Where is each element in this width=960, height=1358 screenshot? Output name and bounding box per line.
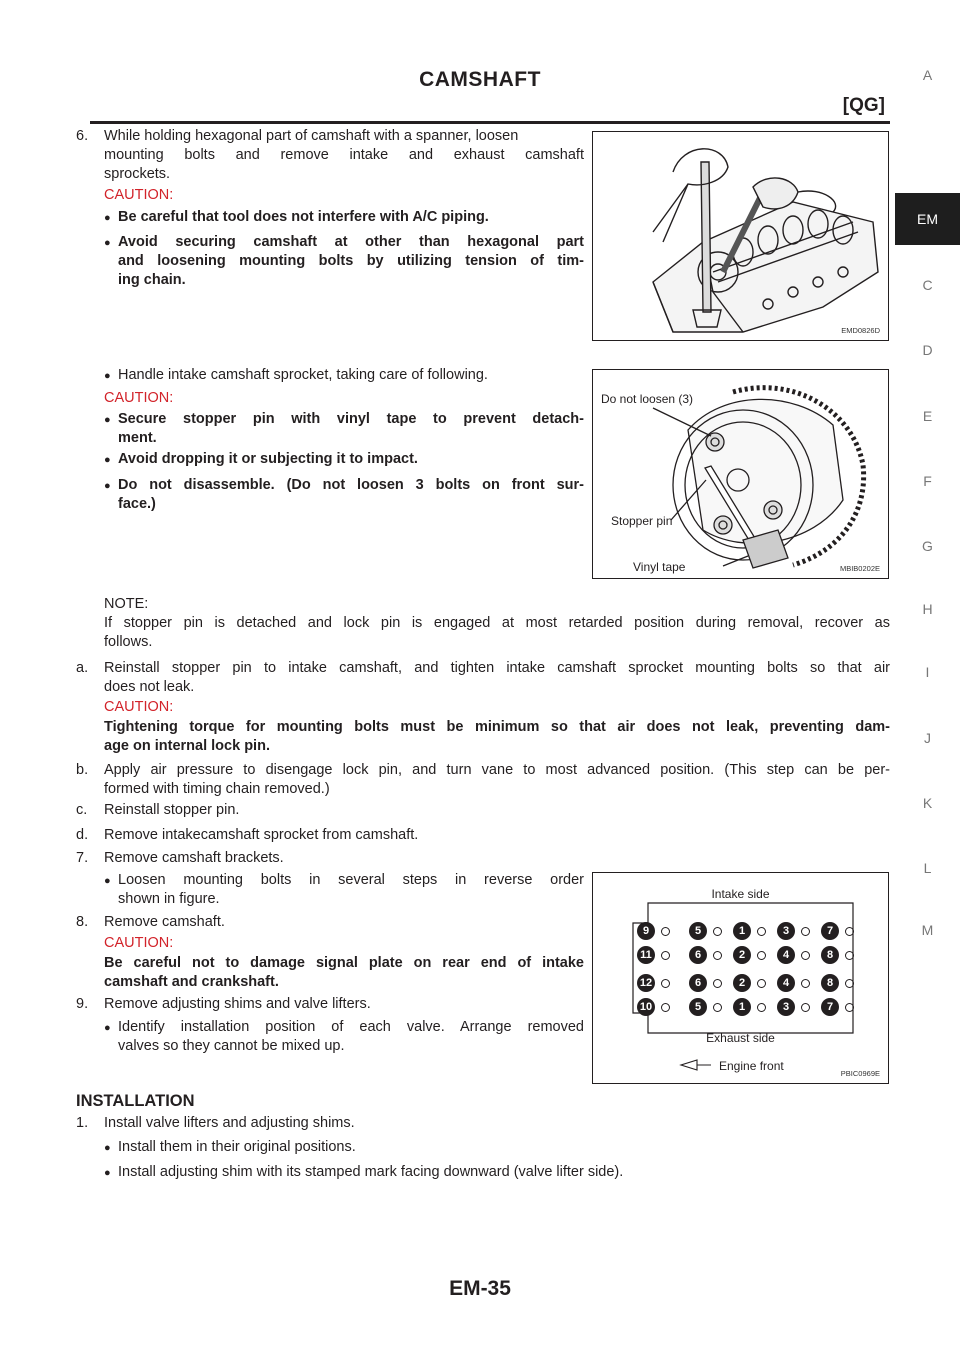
tab-i[interactable]: I (925, 664, 930, 680)
text-line: follows. (104, 634, 153, 650)
tab-e[interactable]: E (922, 408, 933, 424)
substep-label: b. (76, 762, 89, 778)
text-line: ing chain. (118, 272, 186, 288)
tab-h[interactable]: H (922, 601, 933, 617)
caution-label: CAUTION: (104, 699, 174, 715)
exhaust-side-label: Exhaust side (706, 1031, 775, 1045)
bolt-hole-marker (801, 1003, 810, 1012)
step6-text (104, 127, 584, 184)
callout-vinyl-tape: Vinyl tape (633, 560, 686, 574)
header-rule (90, 121, 890, 124)
text-line: valves so they cannot be mixed up. (118, 1038, 345, 1054)
list-item: ● Install adjusting shim with its stamped mark facing downward (valve lifter side). (118, 1163, 623, 1182)
section-tabs (895, 0, 960, 1358)
figure-code: EMD0826D (841, 326, 880, 335)
tab-d[interactable]: D (922, 342, 933, 358)
list-item (118, 1018, 584, 1056)
caution-item (118, 476, 584, 514)
bolt-number: 11 (637, 946, 655, 964)
bolt-number: 9 (637, 922, 655, 940)
text-line: ● Secure stopper pin with vinyl tape to prevent detach- (118, 411, 584, 427)
bolt-number: 10 (637, 998, 655, 1016)
bolt-hole-marker (713, 979, 722, 988)
step-number: 9. (76, 996, 89, 1012)
substep-a-text (104, 659, 890, 697)
bolt-hole-marker (801, 951, 810, 960)
text-line: does not leak. (104, 679, 195, 695)
list-item: ● Install them in their original positions. (118, 1138, 356, 1157)
page-number: EM-35 (449, 1277, 511, 1300)
callout-bolts: Do not loosen (3) (601, 392, 694, 406)
bolt-number: 7 (821, 998, 839, 1016)
text-line: sprockets. (104, 166, 171, 182)
text-line: camshaft and crankshaft. (104, 974, 279, 990)
tab-em[interactable]: EM (895, 193, 960, 245)
bolt-number: 1 (733, 998, 751, 1016)
text-line: ● Identify installation position of each valve. Arrange removed (118, 1019, 584, 1035)
bolt-number: 3 (777, 922, 795, 940)
step-number: 8. (76, 914, 89, 930)
note-text (104, 614, 890, 652)
substep-label: d. (76, 827, 89, 843)
tab-g[interactable]: G (922, 538, 933, 554)
bolt-number: 1 (733, 922, 751, 940)
tab-m[interactable]: M (921, 922, 934, 938)
install-step1-text: Install valve lifters and adjusting shims. (104, 1115, 355, 1131)
text-line: ● Do not disassemble. (Do not loosen 3 bolts on front sur- (118, 477, 584, 493)
bolt-hole-marker (801, 979, 810, 988)
bolt-hole-marker (801, 927, 810, 936)
text-line: ● Avoid securing camshaft at other than hexagonal part (118, 234, 584, 250)
bolt-number: 2 (733, 946, 751, 964)
substep-c-text: Reinstall stopper pin. (104, 802, 240, 818)
caution-item (118, 410, 584, 448)
text-line: face.) (118, 496, 156, 512)
bolt-hole-marker (757, 927, 766, 936)
engine-front-label: Engine front (719, 1059, 784, 1073)
text-line: If stopper pin is detached and lock pin is engaged at most retarded position during removal, recover as (104, 615, 890, 631)
callout-stopper-pin: Stopper pin (611, 514, 673, 528)
step-number: 6. (76, 128, 89, 144)
step8-text: Remove camshaft. (104, 914, 225, 930)
step9-text: Remove adjusting shims and valve lifters. (104, 996, 371, 1012)
list-item: ● Handle intake camshaft sprocket, taking care of following. (118, 366, 584, 385)
bolt-number: 7 (821, 922, 839, 940)
text-line: age on internal lock pin. (104, 738, 270, 754)
bolt-number: 8 (821, 974, 839, 992)
text-line: Reinstall stopper pin to intake camshaft, and tighten intake camshaft sprocket mounting bolts so that air (104, 660, 890, 676)
figure-bracket-sequence (592, 872, 889, 1084)
text-line: Apply air pressure to disengage lock pin, and turn vane to most advanced position. (This step can be per- (104, 762, 890, 778)
bolt-hole-marker (845, 1003, 854, 1012)
bolt-hole-marker (713, 927, 722, 936)
bolt-hole-marker (661, 1003, 670, 1012)
note-label: NOTE: (104, 596, 149, 612)
figure-intake-sprocket (592, 369, 889, 579)
step7-text: Remove camshaft brackets. (104, 850, 284, 866)
bolt-hole-marker (661, 979, 670, 988)
substep-d-text: Remove intakecamshaft sprocket from camshaft. (104, 827, 419, 843)
text-line: Tightening torque for mounting bolts must be minimum so that air does not leak, preventing dam- (104, 719, 890, 735)
bolt-number: 6 (689, 946, 707, 964)
bolt-number: 5 (689, 922, 707, 940)
bolt-number: 3 (777, 998, 795, 1016)
caution-item (118, 233, 584, 290)
bolt-hole-marker (757, 979, 766, 988)
substep-b-text (104, 761, 890, 799)
tab-j[interactable]: J (924, 730, 931, 746)
figure-code: PBIC0969E (840, 1069, 880, 1078)
tab-l[interactable]: L (923, 860, 932, 876)
figure-camshaft-spanner (592, 131, 889, 341)
step-number: 7. (76, 850, 89, 866)
bolt-hole-marker (845, 979, 854, 988)
text-line: mounting bolts and remove intake and exhaust camshaft (104, 147, 584, 163)
text-line: ment. (118, 430, 157, 446)
substep-label: a. (76, 660, 89, 676)
caution-item: ● Be careful that tool does not interfere with A/C piping. (118, 208, 584, 227)
bolt-hole-marker (661, 927, 670, 936)
bolt-number: 12 (637, 974, 655, 992)
text-line: and loosening mounting bolts by utilizing tension of tim- (118, 253, 584, 269)
camshaft-spanner-illustration (593, 132, 888, 340)
caution-text (104, 718, 890, 756)
bolt-number: 4 (777, 946, 795, 964)
step-number: 1. (76, 1115, 89, 1131)
text-line: shown in figure. (118, 891, 220, 907)
bolt-hole-marker (713, 1003, 722, 1012)
caution-label: CAUTION: (104, 935, 174, 951)
bolt-hole-marker (757, 951, 766, 960)
text-line: While holding hexagonal part of camshaft with a spanner, loosen (104, 128, 519, 144)
bolt-hole-marker (713, 951, 722, 960)
substep-label: c. (76, 802, 88, 818)
bolt-number: 4 (777, 974, 795, 992)
caution-label: CAUTION: (104, 390, 174, 406)
text-line: formed with timing chain removed.) (104, 781, 330, 797)
bolt-number: 2 (733, 974, 751, 992)
bolt-number: 8 (821, 946, 839, 964)
caution-item: ● Avoid dropping it or subjecting it to impact. (118, 450, 584, 469)
text-line: Be careful not to damage signal plate on rear end of intake (104, 955, 584, 971)
page-title: CAMSHAFT (419, 68, 541, 91)
tab-a[interactable]: A (922, 67, 933, 83)
bolt-hole-marker (661, 951, 670, 960)
section-heading: INSTALLATION (76, 1092, 195, 1110)
caution-label: CAUTION: (104, 187, 174, 203)
tab-c[interactable]: C (922, 277, 933, 293)
text-line: ● Loosen mounting bolts in several steps in reverse order (118, 872, 584, 888)
bolt-hole-marker (845, 951, 854, 960)
tab-f[interactable]: F (923, 473, 932, 489)
bolt-number: 6 (689, 974, 707, 992)
bolt-hole-marker (757, 1003, 766, 1012)
list-item (118, 871, 584, 909)
bolt-hole-marker (845, 927, 854, 936)
figure-code: MBIB0202E (839, 564, 880, 573)
bolt-sequence-grid (637, 918, 852, 1030)
intake-side-label: Intake side (711, 887, 770, 901)
caution-text (104, 954, 584, 992)
tab-k[interactable]: K (922, 795, 933, 811)
bolt-number: 5 (689, 998, 707, 1016)
section-code: [QG] (842, 95, 885, 116)
